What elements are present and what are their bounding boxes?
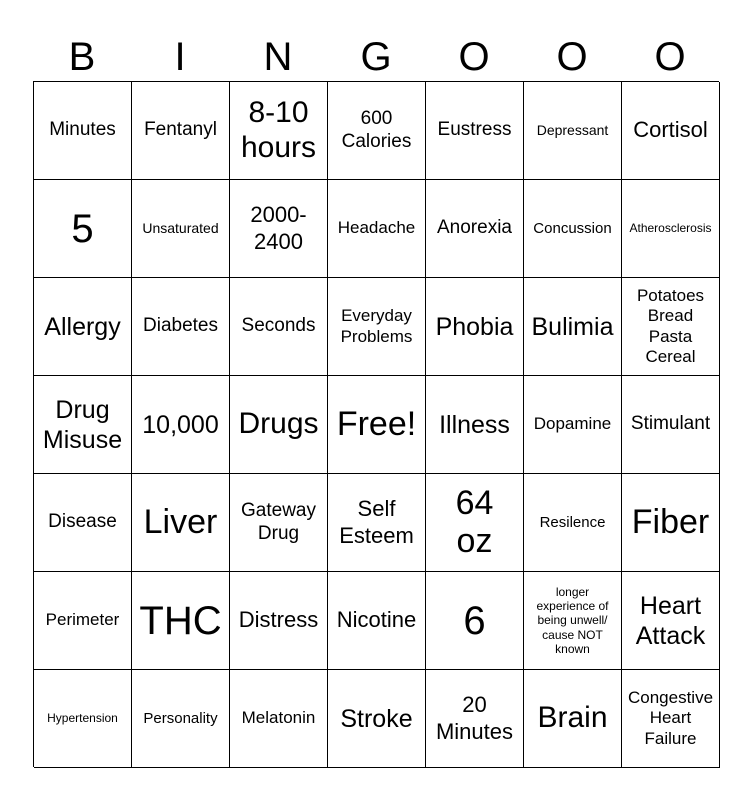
header-letter-g: G (360, 35, 392, 79)
bingo-cell: 8-10 hours (230, 82, 328, 180)
bingo-cell: Hypertension (34, 670, 132, 768)
bingo-cell: 10,000 (132, 376, 230, 474)
bingo-cell: Depressant (524, 82, 622, 180)
bingo-cell: Liver (132, 474, 230, 572)
bingo-cell: Gateway Drug (230, 474, 328, 572)
bingo-cell: 64 oz (426, 474, 524, 572)
bingo-cell: Disease (34, 474, 132, 572)
bingo-cell: Potatoes Bread Pasta Cereal (622, 278, 720, 376)
bingo-cell: Stroke (328, 670, 426, 768)
bingo-cell: Seconds (230, 278, 328, 376)
bingo-cell: 6 (426, 572, 524, 670)
bingo-cell: Perimeter (34, 572, 132, 670)
bingo-cell: Melatonin (230, 670, 328, 768)
header-letter-i: I (174, 35, 186, 79)
bingo-cell: Heart Attack (622, 572, 720, 670)
bingo-cell: 600 Calories (328, 82, 426, 180)
bingo-cell: Stimulant (622, 376, 720, 474)
bingo-cell: Headache (328, 180, 426, 278)
header-letter-o: O (458, 35, 490, 79)
bingo-cell: Self Esteem (328, 474, 426, 572)
bingo-cell: 2000- 2400 (230, 180, 328, 278)
bingo-cell: Drug Misuse (34, 376, 132, 474)
bingo-cell: Cortisol (622, 82, 720, 180)
header-letter-o2: O (556, 35, 588, 79)
bingo-cell: Illness (426, 376, 524, 474)
bingo-cell: Brain (524, 670, 622, 768)
bingo-cell: Everyday Problems (328, 278, 426, 376)
bingo-cell: Drugs (230, 376, 328, 474)
bingo-cell: Allergy (34, 278, 132, 376)
bingo-board (33, 81, 719, 767)
bingo-cell: Fiber (622, 474, 720, 572)
bingo-cell: Resilence (524, 474, 622, 572)
bingo-cell: Atherosclerosis (622, 180, 720, 278)
bingo-cell: 5 (34, 180, 132, 278)
bingo-cell: Personality (132, 670, 230, 768)
bingo-cell: Eustress (426, 82, 524, 180)
header-letter-b: B (68, 35, 96, 79)
bingo-cell: Fentanyl (132, 82, 230, 180)
bingo-cell: THC (132, 572, 230, 670)
bingo-cell: Distress (230, 572, 328, 670)
bingo-cell: Diabetes (132, 278, 230, 376)
header-letter-o3: O (654, 35, 686, 79)
bingo-cell: longer experience of being unwell/ cause NOT known (524, 572, 622, 670)
bingo-cell: Phobia (426, 278, 524, 376)
bingo-cell: Minutes (34, 82, 132, 180)
bingo-cell: Congestive Heart Failure (622, 670, 720, 768)
bingo-cell: Concussion (524, 180, 622, 278)
header-letter-n: N (263, 35, 293, 79)
bingo-cell: Bulimia (524, 278, 622, 376)
bingo-header (33, 34, 719, 80)
bingo-cell free-space: Free! (328, 376, 426, 474)
bingo-cell: 20 Minutes (426, 670, 524, 768)
bingo-cell: Unsaturated (132, 180, 230, 278)
bingo-cell: Dopamine (524, 376, 622, 474)
bingo-cell: Anorexia (426, 180, 524, 278)
bingo-cell: Nicotine (328, 572, 426, 670)
